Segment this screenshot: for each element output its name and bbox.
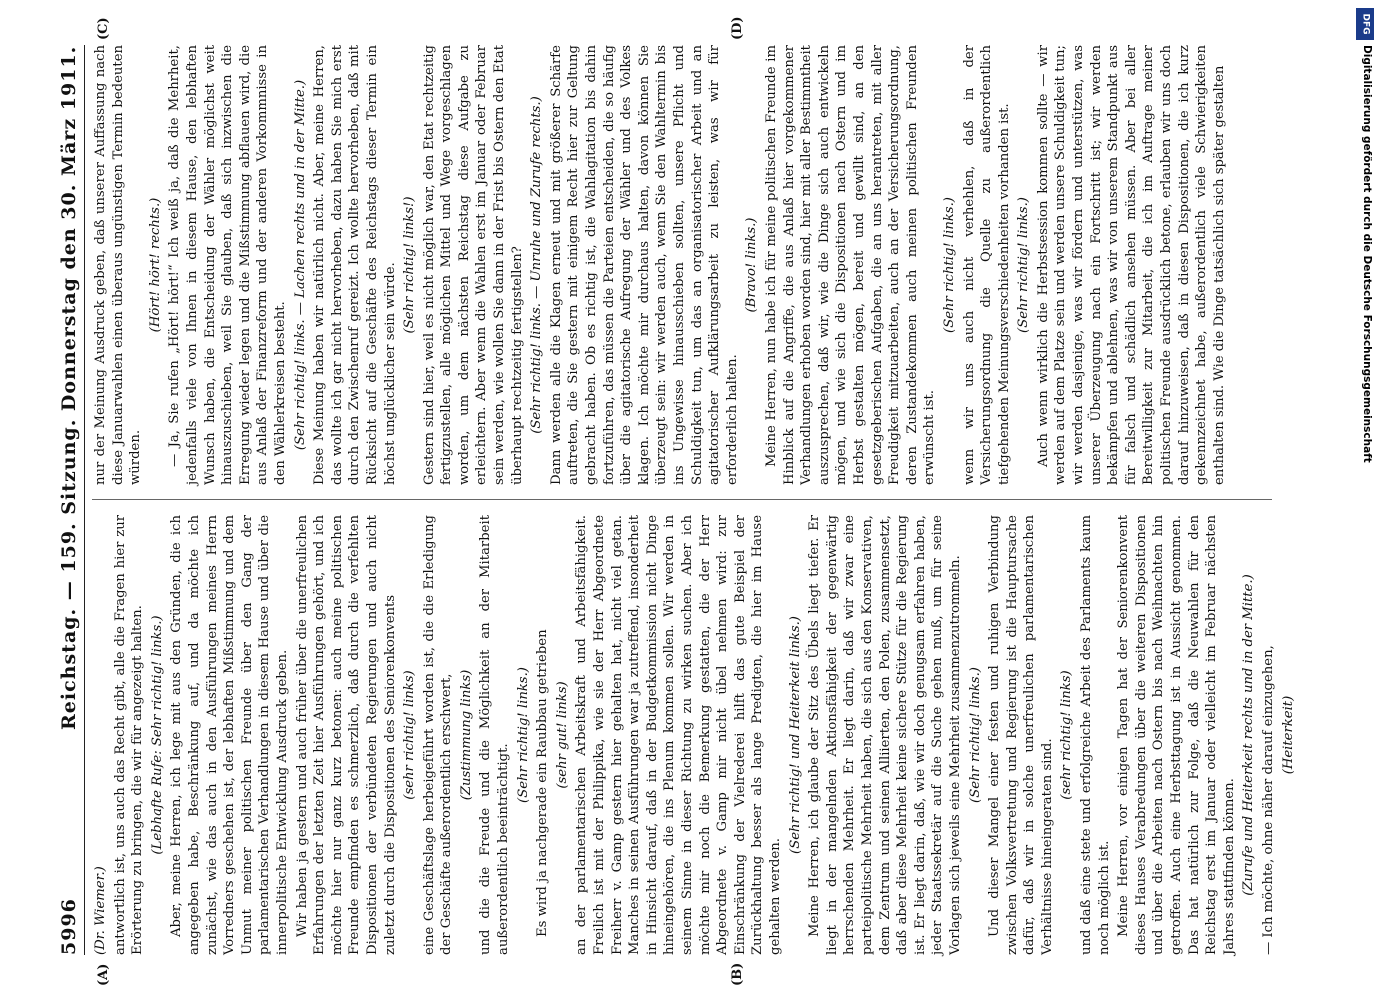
paragraph: Diese Meinung haben wir natürlich nicht. Aber, meine Herren, das wollte ich gar nicht hervorheben, dazu haben Sie mich erst durch den Zwischenruf gereizt. Ich wollte hervorheben, daß mit Rücksicht auf die Geschäfte des Reichstags dieser Termin ein höchst unglücklicher sein würde. — [312, 45, 398, 485]
paragraph: und die die Freude und die Möglichkeit an der Mitarbeit außerordentlich beeinträchtigt. — [478, 515, 512, 955]
interjection: (Sehr richtig! links. — Unruhe und Zurufe rechts.) — [529, 96, 545, 434]
interjection: (Hört! hört! rechts.) — [147, 197, 163, 333]
interjection: (Sehr richtig! links.) — [515, 667, 531, 803]
interjection: (Lebhafte Rufe: Sehr richtig! links.) — [149, 615, 165, 855]
interjection: (Sehr richtig! links!) — [402, 196, 418, 334]
header-rule — [84, 45, 85, 955]
digitization-sidebar — [1351, 0, 1383, 1000]
document-page — [40, 0, 1340, 1000]
paragraph: Wir haben ja gestern und auch früher über die unerfreulichen Erfahrungen der letzten Zeit hier Ausführungen gehört, und ich möchte hier nur ganz kurz betonen: auch meine politischen Freunde empfinden es schmerzlich, daß durch die verfehlten Dispositionen der verbündeten Regierungen und auch nicht zuletzt durch die Dispositionen des Seniorenkonvents — [294, 515, 398, 955]
paragraph: — Ich möchte, ohne näher darauf einzugehen, — [1261, 645, 1276, 955]
paragraph: und daß eine stete und erfolgreiche Arbeit des Parlaments kaum noch möglich ist. — [1079, 515, 1112, 955]
interjection: (Heiterkeit) — [1280, 695, 1296, 775]
right-column — [92, 45, 1292, 485]
interjection: (sehr richtig! links) — [1059, 670, 1075, 800]
margin-marker-a: (A) — [96, 963, 111, 986]
interjection: (Sehr richtig! links.) — [967, 667, 983, 803]
interjection: (Zurufe und Heiterkeit rechts und in der Mitte.) — [1241, 574, 1257, 896]
paragraph: Gestern sind hier, weil es nicht möglich war, den Etat rechtzeitig fertigzustellen, alle möglichen Mittel und Wege vorgeschlagen worden, um dem nächsten Reichstag diese Aufgabe zu erleichtern. Aber wenn die Wahlen erst im Januar oder Februar sein werden, wie wollen Sie dann in der Frist bis Ostern den Etat überhaupt rechtzeitig fertigstellen? — [421, 45, 525, 485]
paragraph: wenn wir uns auch nicht verhehlen, daß in der Versicherungsordnung die Quelle zu außerordentlich tiefgehenden Meinungsverschiedenheiten vorhanden ist. — [961, 45, 1012, 485]
margin-marker-d: (D) — [730, 16, 745, 40]
interjection: (Bravo! links.) — [744, 217, 760, 313]
interjection: (Zustimmung links) — [458, 669, 474, 801]
paragraph: — Ja, Sie rufen „Hört! hört!“ Ich weiß ja, daß die Mehrheit, jedenfalls viele von Ihnen in diesem Hause, den lebhaften Wunsch haben, die Entscheidung der Wähler möglichst weit hinauszuschieben, weil Sie glauben, daß sich inzwischen die Erregung wieder legen und die Mißstimmung abflauen wird, die aus Anlaß der Finanzreform und der anderen Vorkommnisse in den Wählerkreisen besteht. — [167, 45, 288, 485]
paragraph: Auch wenn wirklich die Herbstsession kommen sollte — wir werden auf dem Platze sein und werden unsere Schuldigkeit tun; wir werden dasjenige, was wir fördern und unterstützen, was unserer Überzeugung nach ein Fortschritt ist; wir werden bekämpfen und ablehnen, was wir von unserem Standpunkt aus für falsch und schädlich ansehen müssen. Aber bei aller Bereitwilligkeit zur Mitarbeit, die ich im Auftrage meiner politischen Freunde ausdrücklich betone, erlauben wir uns doch darauf hinzuweisen, daß in diesen Dispositionen, die ich kurz gekennzeichnet habe, außerordentlich viele Schwierigkeiten enthalten sind. Wie die Dinge tatsächlich sich später gestalten — [1035, 45, 1227, 485]
page-number: 5996 — [58, 898, 80, 955]
page-title: Reichstag. — 159. Sitzung. Donnerstag den 30. März 1911. — [58, 45, 80, 730]
paragraph: Und dieser Mangel einer festen und ruhigen Verbindung zwischen Volksvertretung und Regierung ist die Hauptursache dafür, daß wir in solche unerfreulichen parlamentarischen Verhältnisse hineingeraten sind. — [987, 515, 1055, 955]
paragraph: Meine Herren, ich glaube der Sitz des Übels liegt tiefer. Er liegt in der mangelnden Aktionsfähigkeit der gegenwärtig herrschenden Mehrheit. Er liegt darin, daß wir zwar eine parteipolitische Mehrheit haben, die sich aus den Konservativen, dem Zentrum und seinen Alliierten, den Polen, zusammensetzt, daß aber diese Mehrheit keine sichere Stütze für die Regierung ist. Er liegt darin, daß, wie wir doch genugsam erfahren haben, jeder Staatssekretär auf die Suche gehen muß, um für seine Vorlagen sich jeweils eine Mehrheit zusammenzutrommeln. — [807, 515, 963, 955]
funding-credit: Digitalisierung gefördert durch die Deutsche Forschungsgemeinschaft — [1361, 45, 1373, 463]
margin-marker-b: (B) — [730, 962, 745, 986]
dfg-logo: DFG — [1356, 8, 1374, 40]
column-divider — [92, 499, 1272, 500]
interjection: (Sehr richtig! links.) — [1016, 197, 1032, 333]
interjection: (Sehr richtig! links. — Lachen rechts und in der Mitte.) — [292, 79, 308, 451]
paragraph: Dann werden alle die Klagen erneut und mit größerer Schärfe auftreten, die Sie gestern mit einigem Recht hier zur Geltung gebracht haben. Ob es richtig ist, die Wahlagitation bis dahin fortzuführen, das müssen die Parteien entscheiden, die so häufig über die agitatorische Aufregung der Wähler und des Volkes klagen. Ich möchte mir durchaus halten, davon können Sie überzeugt sein: wir werden auch, wenn Sie den Wahltermin bis ins Ungewisse hinausschieben sollten, unsere Pflicht und Schuldigkeit tun, um das an organisatorischer Arbeit und an agitatorischer Aufklärungsarbeit zu leisten, was wir für erforderlich halten. — [548, 45, 740, 485]
paragraph: Aber, meine Herren, ich lege mit aus den Gründen, die ich angegeben habe, Beschränkung auf, und da möchte ich zunächst, wie das auch in den Ausführungen meines Herrn Vorredners geschehen ist, der lebhaften Mißstimmung und dem Unmut meiner politischen Freunde über den Gang der parlamentarischen Verhandlungen in diesem Hause und über die innerpolitische Entwicklung Ausdruck geben. — [169, 515, 290, 955]
paragraph: Meine Herren, vor einigen Tagen hat der Seniorenkonvent dieses Hauses Verabredungen über die weiteren Dispositionen und über die Arbeiten nach Ostern bis nach Weihnachten hin getroffen. Auch eine Herbsttagung ist in Aussicht genommen. Das hat natürlich zur Folge, daß die Neuwahlen für den Reichstag erst im Januar oder vielleicht im Februar nächsten Jahres stattfinden können. — [1116, 515, 1237, 955]
paragraph: Es wird ja nachgerade ein Raubbau getrieben — [535, 629, 551, 937]
paragraph: eine Geschäftslage herbeigeführt worden ist, die die Erledigung der Geschäfte außerordentlich erschwert, — [421, 515, 455, 955]
paragraph: nur der Meinung Ausdruck geben, daß unserer Auffassung nach diese Januarwahlen einen überaus ungünstigen Termin bedeuten würden. — [93, 45, 144, 485]
interjection: (sehr gut! links) — [554, 681, 570, 789]
interjection: (sehr richtig! links) — [402, 670, 418, 800]
paragraph: antwortlich ist, uns auch das Recht gibt, alle die Fragen hier zur Erörterung zu bringen, die wir für angezeigt halten. — [112, 515, 146, 955]
interjection: (Sehr richtig! und Heiterkeit links.) — [787, 616, 803, 854]
speaker-line: (Dr. Wiemer.) — [93, 866, 108, 955]
paragraph: Meine Herren, nun habe ich für meine politischen Freunde im Hinblick auf die Angriffe, die aus Anlaß hier vorgekommener Verhandlungen erhoben worden sind, hier mit aller Bestimmtheit auszusprechen, daß wir, wie die Dinge sich auch entwickeln mögen, und wie sich die Dispositionen nach Ostern und im Herbst gestalten mögen, bereit und gewillt sind, an den gesetzgeberischen Aufgaben, die an uns herantreten, mit aller Freudigkeit mitzuarbeiten, auch an der Versicherungsordnung, deren Zustandekommen auch meinen politischen Freunden erwünscht ist. — [763, 45, 938, 485]
margin-marker-c: (C) — [96, 17, 111, 40]
paragraph: an der parlamentarischen Arbeitskraft und Arbeitsfähigkeit. Freilich ist mit der Philippika, wie sie der Herr Abgeordnete Freiherr v. Gamp gestern hier gehalten hat, nicht viel getan. Manches in seinen Ausführungen war ja zutreffend, insonderheit in Hinsicht darauf, daß in der Budgetkommission nicht Dinge hineingehören, die ins Plenum kommen sollen. Wir werden in seinem Sinne in dieser Richtung zu wirken suchen. Aber ich möchte mir noch die Bemerkung gestatten, die der Herr Abgeordnete v. Gamp mir nicht übel nehmen wird: zur Einschränkung der Vielrederei hilft das gute Beispiel der Zurückhaltung besser als lange Predigten, die hier im Hause gehalten werden. — [574, 515, 783, 955]
left-column — [92, 515, 1296, 955]
interjection: (Sehr richtig! links.) — [941, 197, 957, 333]
